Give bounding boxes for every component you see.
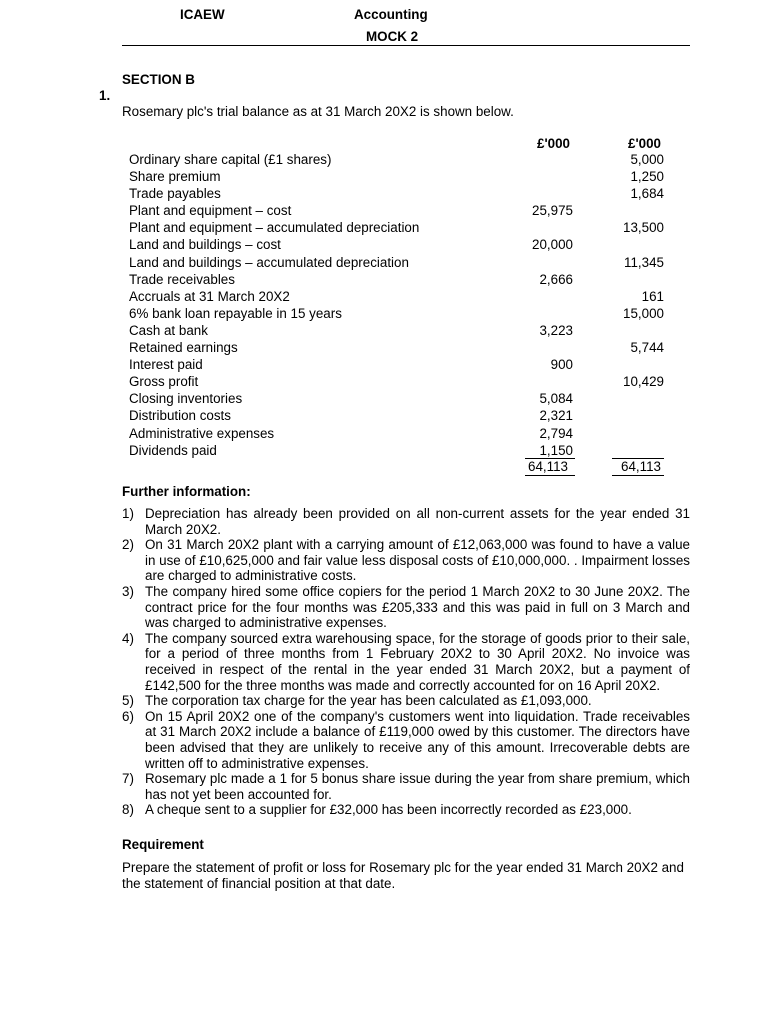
item-text: On 31 March 20X2 plant with a carrying amount of £12,063,000 was found to have a value in use of £10,625,000 and fair value less disposal costs of £10,000,000. . Impairment losses are charged to administrative costs. — [145, 537, 690, 584]
account-label: Land and buildings – accumulated depreciation — [129, 254, 409, 270]
account-label: Closing inventories — [129, 391, 243, 407]
account-label: 6% bank loan repayable in 15 years — [129, 305, 342, 321]
further-info-item — [122, 771, 690, 802]
item-text: The company hired some office copiers for the period 1 March 20X2 to 30 June 20X2. The contract price for the four months was £205,333 and this was paid in full on 3 March and was charged to administrative expenses. — [145, 583, 690, 631]
credit-amount: 1,250 — [630, 169, 664, 185]
trial-balance-table — [129, 151, 669, 459]
account-label: Trade payables — [129, 186, 221, 202]
debit-amount: 5,084 — [539, 391, 573, 407]
further-info-title: Further information: — [122, 484, 251, 499]
further-info-item — [122, 802, 690, 818]
account-label: Plant and equipment – cost — [129, 203, 292, 219]
trial-balance-row — [129, 339, 669, 356]
debit-amount: 2,321 — [539, 408, 573, 424]
credit-amount: 15,000 — [623, 305, 664, 321]
credit-amount: 13,500 — [623, 220, 664, 236]
debit-amount: 2,666 — [539, 271, 573, 287]
item-text: Rosemary plc made a 1 for 5 bonus share issue during the year from share premium, which has not yet been accounted for. — [145, 771, 690, 802]
credit-amount: 1,684 — [630, 186, 664, 202]
col-head-debit: £'000 — [537, 136, 570, 151]
credit-amount: 11,345 — [624, 254, 664, 270]
question-number: 1. — [99, 88, 111, 103]
item-number: 3) — [122, 583, 134, 599]
account-label: Trade receivables — [129, 271, 235, 287]
trial-balance-row — [129, 185, 669, 202]
section-title: SECTION B — [122, 72, 195, 87]
credit-amount: 5,000 — [630, 152, 664, 167]
col-head-credit: £'000 — [628, 136, 661, 151]
trial-balance-row — [129, 390, 669, 407]
requirement-title: Requirement — [122, 837, 204, 852]
trial-balance-row — [129, 356, 669, 373]
credit-amount: 161 — [641, 288, 664, 304]
further-info-item — [122, 506, 690, 537]
header-paper: MOCK 2 — [366, 29, 419, 44]
debit-amount: 1,150 — [539, 442, 573, 458]
account-label: Gross profit — [129, 374, 199, 390]
item-text: Depreciation has already been provided on all non-current assets for the year ended 31 March 20X2. — [145, 506, 690, 537]
further-info-item — [122, 631, 690, 693]
trial-balance-row — [129, 407, 669, 424]
credit-amount: 10,429 — [623, 374, 664, 390]
trial-balance-row — [129, 254, 669, 271]
debit-amount: 2,794 — [539, 425, 573, 441]
account-label: Administrative expenses — [129, 425, 275, 441]
item-number: 7) — [122, 771, 134, 787]
credit-amount: 5,744 — [630, 340, 664, 356]
further-info-item — [122, 693, 690, 709]
credit-total-rule-bottom — [612, 475, 664, 476]
debit-total: 64,113 — [528, 459, 568, 474]
trial-balance-row — [129, 271, 669, 288]
debit-amount: 900 — [550, 357, 573, 373]
debit-amount: 20,000 — [532, 237, 573, 253]
trial-balance-row — [129, 322, 669, 339]
credit-total: 64,113 — [621, 459, 661, 474]
item-number: 8) — [122, 802, 134, 818]
further-info-item — [122, 537, 690, 584]
further-info-item — [122, 709, 690, 771]
item-number: 4) — [122, 630, 134, 646]
item-text: The corporation tax charge for the year has been calculated as £1,093,000. — [145, 693, 592, 709]
requirement-text: Prepare the statement of profit or loss for Rosemary plc for the year ended 31 March 20X2 and the statement of financial position at that date. — [122, 860, 684, 891]
account-label: Cash at bank — [129, 322, 208, 338]
debit-total-rule-bottom — [525, 475, 575, 476]
further-info-list — [122, 506, 690, 818]
account-label: Dividends paid — [129, 442, 217, 458]
header-subject: Accounting — [354, 7, 428, 22]
header-rule — [122, 45, 690, 46]
account-label: Interest paid — [129, 357, 203, 373]
account-label: Ordinary share capital (£1 shares) — [129, 152, 332, 167]
trial-balance-row — [129, 288, 669, 305]
item-number: 6) — [122, 708, 134, 724]
trial-balance-row — [129, 219, 669, 236]
question-intro: Rosemary plc's trial balance as at 31 March 20X2 is shown below. — [122, 104, 514, 119]
item-number: 5) — [122, 693, 134, 709]
item-text: On 15 April 20X2 one of the company's customers went into liquidation. Trade receivables at 31 March 20X2 include a balance of £119,000 owed by this customer. The directors have been advised that they are unlikely to receive any of this amount. Irrecoverable debts are written off to administrative expenses. — [145, 708, 690, 771]
account-label: Share premium — [129, 169, 221, 185]
item-number: 1) — [122, 506, 134, 521]
item-text: A cheque sent to a supplier for £32,000 has been incorrectly recorded as £23,000. — [145, 802, 632, 818]
trial-balance-row — [129, 425, 669, 442]
debit-amount: 25,975 — [532, 203, 573, 219]
trial-balance-row — [129, 168, 669, 185]
trial-balance-row — [129, 151, 669, 168]
account-label: Distribution costs — [129, 408, 231, 424]
account-label: Accruals at 31 March 20X2 — [129, 288, 290, 304]
debit-amount: 3,223 — [539, 322, 573, 338]
item-text: The company sourced extra warehousing space, for the storage of goods prior to their sale, for a period of three months from 1 February 20X2 to 30 April 20X2. No invoice was received in respect of the rental in the year ended 31 March 20X2, but a payment of £142,500 for the three months was made and correctly accounted for on 16 April 20X2. — [145, 630, 690, 693]
trial-balance-row — [129, 442, 669, 459]
trial-balance-row — [129, 373, 669, 390]
account-label: Plant and equipment – accumulated depreciation — [129, 220, 420, 236]
further-info-item — [122, 584, 690, 631]
trial-balance-row — [129, 236, 669, 253]
item-number: 2) — [122, 537, 134, 553]
trial-balance-row — [129, 305, 669, 322]
account-label: Land and buildings – cost — [129, 237, 281, 253]
account-label: Retained earnings — [129, 340, 238, 356]
header-org: ICAEW — [180, 7, 225, 22]
trial-balance-row — [129, 202, 669, 219]
